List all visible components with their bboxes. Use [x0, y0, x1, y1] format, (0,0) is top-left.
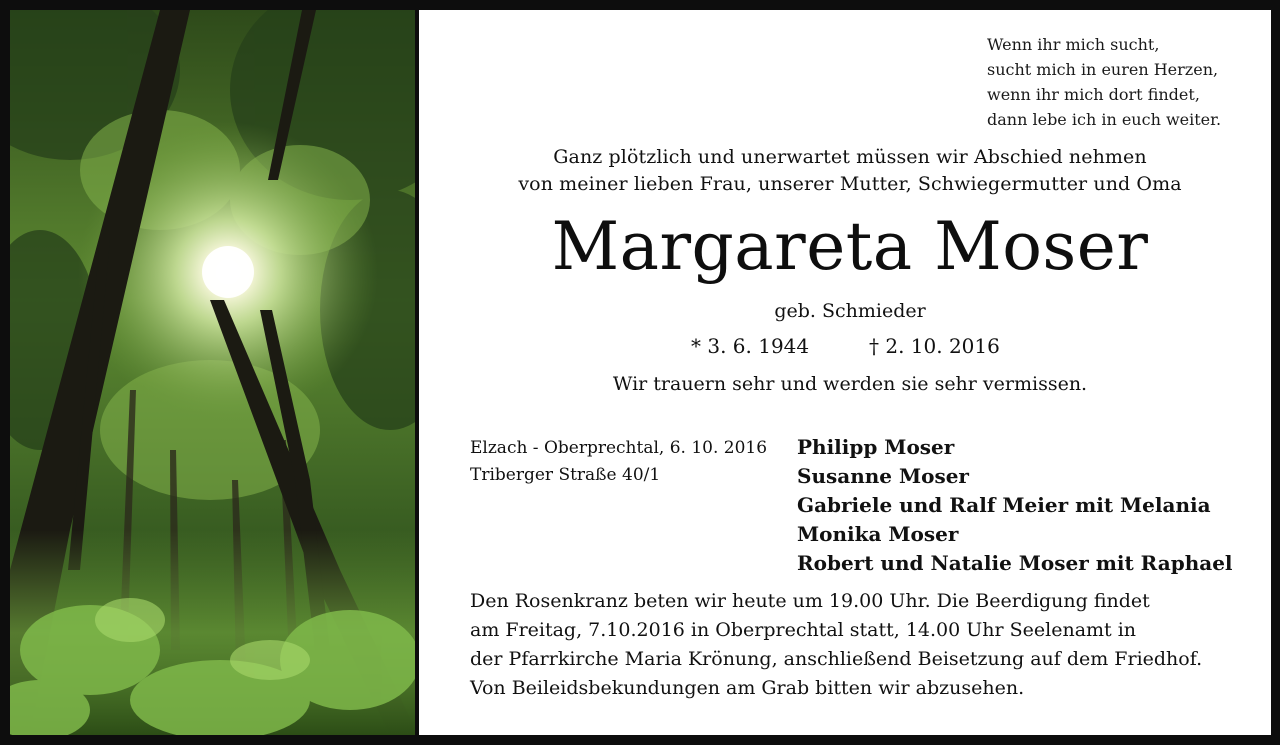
place-date: Elzach - Oberprechtal, 6. 10. 2016 — [470, 438, 768, 458]
funeral-details — [470, 587, 1202, 703]
death-date: † 2. 10. 2016 — [869, 334, 1000, 358]
poem-line: wenn ihr mich dort findet, — [987, 85, 1200, 104]
funeral-details-line: Von Beileidsbekundungen am Grab bitten wir abzusehen. — [470, 677, 1025, 699]
family-member: Philipp Moser — [797, 435, 955, 459]
family-member: Robert und Natalie Moser mit Raphael — [797, 551, 1233, 575]
forest-sunlight-image — [10, 10, 415, 735]
forest-photo — [10, 10, 415, 735]
funeral-details-line: am Freitag, 7.10.2016 in Oberprechtal statt, 14.00 Uhr Seelenamt in — [470, 619, 1137, 641]
family-member: Gabriele und Ralf Meier mit Melania — [797, 493, 1211, 517]
poem-line: sucht mich in euren Herzen, — [987, 60, 1219, 79]
maiden-name: geb. Schmieder — [774, 300, 926, 322]
deceased-name: Margareta Moser — [551, 208, 1149, 285]
intro-line: Ganz plötzlich und unerwartet müssen wir Abschied nehmen — [553, 146, 1147, 168]
birth-date: * 3. 6. 1944 — [691, 334, 810, 358]
poem-verse — [987, 32, 1257, 132]
funeral-details-line: Den Rosenkranz beten wir heute um 19.00 Uhr. Die Beerdigung findet — [470, 590, 1150, 612]
place-and-address — [470, 435, 767, 489]
poem-line: dann lebe ich in euch weiter. — [987, 110, 1222, 129]
family-list — [797, 433, 1233, 578]
funeral-details-line: der Pfarrkirche Maria Krönung, anschließend Beisetzung auf dem Friedhof. — [470, 648, 1203, 670]
family-member: Susanne Moser — [797, 464, 969, 488]
obituary-notice — [419, 10, 1271, 735]
family-member: Monika Moser — [797, 522, 959, 546]
street-address: Triberger Straße 40/1 — [470, 465, 661, 485]
intro-line: von meiner lieben Frau, unserer Mutter, Schwiegermutter und Oma — [518, 173, 1182, 195]
poem-line: Wenn ihr mich sucht, — [987, 35, 1160, 54]
mourning-line: Wir trauern sehr und werden sie sehr vermissen. — [612, 373, 1088, 395]
